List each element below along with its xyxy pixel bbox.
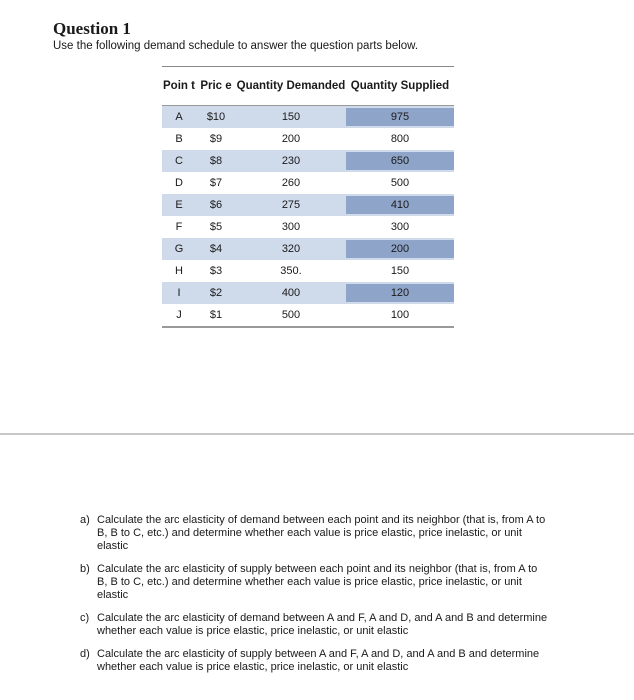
part-text: Calculate the arc elasticity of demand between A and F, A and D, and A and B and determine whether each value is price elastic, price inelastic, or unit elastic: [97, 612, 548, 637]
table-bottom-rule: [162, 326, 454, 328]
cell-quantity-supplied: 100: [390, 309, 410, 321]
table-row: [162, 106, 454, 128]
table-row: [162, 238, 454, 260]
header-quantity-demanded: Quantity Demanded: [236, 79, 346, 92]
part-text: Calculate the arc elasticity of supply between each point and its neighbor (that is, from A to B, B to C, etc.) and determine whether each value is price elastic, price inelastic, or unit elastic: [97, 563, 538, 601]
table-row: [162, 194, 454, 216]
table-header: [162, 67, 454, 106]
part-c: [80, 612, 550, 638]
question-instruction: Use the following demand schedule to answer the question parts below.: [53, 40, 419, 52]
cell-quantity-supplied: 410: [346, 196, 454, 214]
table-row: [162, 304, 454, 326]
cell-quantity-demanded: 200: [281, 133, 301, 145]
section-divider: [0, 433, 634, 435]
cell-quantity-supplied: 150: [390, 265, 410, 277]
cell-price: $2: [209, 287, 223, 299]
cell-point: B: [175, 133, 183, 145]
cell-price: $10: [206, 111, 226, 123]
cell-quantity-demanded: 300: [281, 221, 301, 233]
cell-price: $7: [209, 177, 223, 189]
question-parts: [80, 514, 550, 684]
part-b: [80, 563, 550, 602]
cell-point: G: [174, 243, 184, 255]
table-row: [162, 260, 454, 282]
header-price: Pric e: [200, 79, 232, 92]
header-point: Poin t: [163, 79, 195, 92]
cell-price: $5: [209, 221, 223, 233]
header-quantity-supplied: Quantity Supplied: [350, 79, 450, 92]
cell-point: F: [175, 221, 183, 233]
part-label: a): [80, 514, 90, 526]
cell-quantity-supplied: 300: [390, 221, 410, 233]
table-row: [162, 172, 454, 194]
cell-point: H: [175, 265, 183, 277]
cell-quantity-demanded: 230: [281, 155, 301, 167]
cell-quantity-supplied: 120: [346, 284, 454, 302]
cell-price: $4: [209, 243, 223, 255]
question-title: Question 1: [53, 19, 131, 38]
part-text: Calculate the arc elasticity of supply between A and F, A and D, and A and B and determine whether each value is price elastic, price inelastic, or unit elastic: [97, 648, 540, 673]
cell-quantity-supplied: 650: [346, 152, 454, 170]
cell-point: E: [175, 199, 183, 211]
cell-quantity-demanded: 260: [281, 177, 301, 189]
cell-price: $9: [209, 133, 223, 145]
cell-price: $8: [209, 155, 223, 167]
cell-quantity-demanded: 350.: [280, 265, 302, 277]
cell-quantity-demanded: 320: [281, 243, 301, 255]
cell-quantity-supplied: 975: [346, 108, 454, 126]
cell-quantity-demanded: 500: [281, 309, 301, 321]
cell-quantity-demanded: 400: [281, 287, 301, 299]
part-label: d): [80, 648, 90, 660]
table-row: [162, 282, 454, 304]
cell-quantity-supplied: 200: [346, 240, 454, 258]
cell-point: I: [177, 287, 181, 299]
cell-point: J: [176, 309, 182, 321]
table-row: [162, 128, 454, 150]
table-row: [162, 150, 454, 172]
cell-point: D: [175, 177, 183, 189]
table-row: [162, 216, 454, 238]
cell-quantity-supplied: 800: [390, 133, 410, 145]
part-label: b): [80, 563, 90, 575]
part-a: [80, 514, 550, 553]
cell-point: C: [175, 155, 183, 167]
cell-price: $3: [209, 265, 223, 277]
cell-quantity-supplied: 500: [390, 177, 410, 189]
part-text: Calculate the arc elasticity of demand between each point and its neighbor (that is, from A to B, B to C, etc.) and determine whether each value is price elastic, price inelastic, or unit elastic: [97, 514, 546, 552]
cell-price: $1: [209, 309, 223, 321]
cell-point: A: [175, 111, 183, 123]
cell-price: $6: [209, 199, 223, 211]
part-d: [80, 648, 550, 674]
schedule-table: [162, 66, 454, 328]
cell-quantity-demanded: 150: [281, 111, 301, 123]
part-label: c): [80, 612, 90, 624]
cell-quantity-demanded: 275: [281, 199, 301, 211]
